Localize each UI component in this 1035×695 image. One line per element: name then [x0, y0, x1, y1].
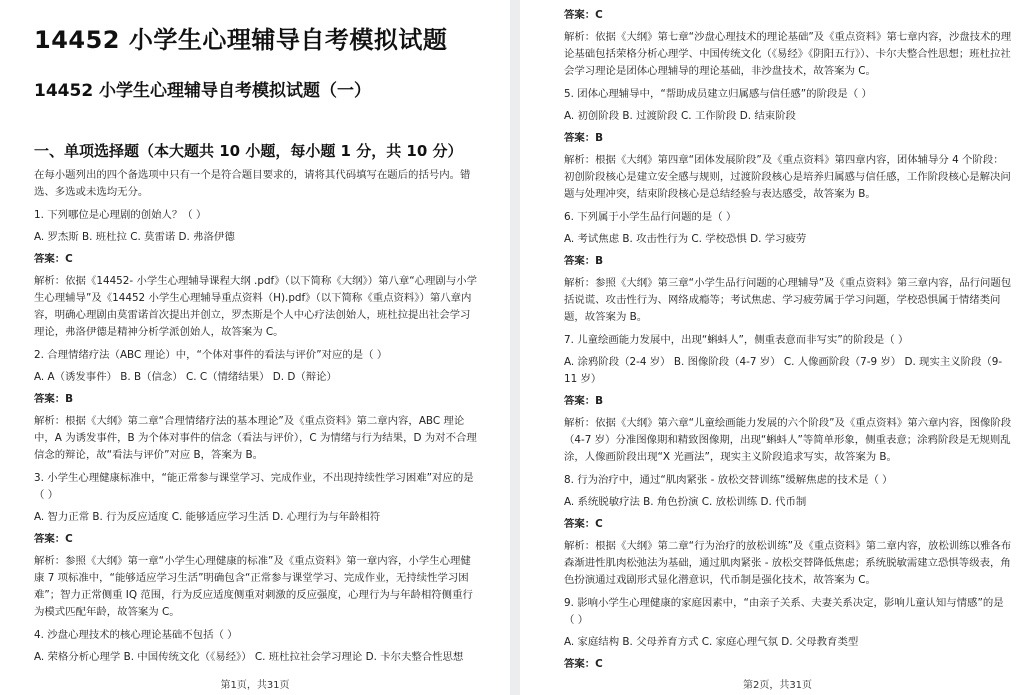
- explanation-text: 解析：依据《大纲》第六章“儿童绘画能力发展的六个阶段”及《重点资料》第六章内容，图像阶段（4-7 岁）分准图像期和精致图像期，出现“蝌蚪人”等简单形象，侧重表意；涂鸦阶段是无规则乱涂，人像画阶段出现“X 光画法”，现实主义阶段追求写实，故答案为 B。: [564, 417, 1012, 463]
- answer-line: 答案：B: [564, 255, 604, 267]
- page-2-content: [564, 7, 1013, 678]
- page-footer: 第1页，共31页: [220, 680, 290, 691]
- question-options: A. 家庭结构 B. 父母养育方式 C. 家庭心理气氛 D. 父母教育类型: [564, 636, 859, 648]
- explanation-text: 解析：参照《大纲》第一章“小学生心理健康的标准”及《重点资料》第一章内容，小学生心理健康 7 项标准中，“能够适应学习生活”明确包含“正常参与课堂学习、完成作业，无持续性学习困难”；智力正常侧重 IQ 范围，行为反应适度侧重对刺激的反应强度，心理行为与年龄相符侧重行为模式匹配年龄，故答案为 C。: [34, 555, 473, 618]
- question-options: A. 荣格分析心理学 B. 中国传统文化（《易经》） C. 班杜拉社会学习理论 D. 卡尔夫整合性思想: [34, 651, 464, 663]
- document-page-1: [0, 0, 510, 695]
- explanation-text: 解析：依据《大纲》第七章“沙盘心理技术的理论基础”及《重点资料》第七章内容，沙盘技术的理论基础包括荣格分析心理学、中国传统文化（《易经》《阴阳五行》）、卡尔夫整合性思想；班杜拉社会学习理论是团体心理辅导的理论基础，非沙盘技术，故答案为 C。: [564, 31, 1012, 77]
- document-page-2: [520, 0, 1035, 695]
- question-text: 4. 沙盘心理技术的核心理论基础不包括（ ）: [34, 629, 238, 641]
- explanation-text: 解析：参照《大纲》第三章“小学生品行问题的心理辅导”及《重点资料》第三章内容，品行问题包括说谎、攻击性行为、网络成瘾等；考试焦虑、学习疲劳属于学习问题，学校恐惧属于情绪类问题，故答案为 B。: [564, 277, 1012, 323]
- question-text: 2. 合理情绪疗法（ABC 理论）中，“个体对事件的看法与评价”对应的是（ ）: [34, 349, 388, 361]
- page-1-content: [34, 167, 480, 671]
- question-text: 1. 下列哪位是心理剧的创始人？（ ）: [34, 209, 207, 221]
- exam-subtitle: 14452 小学生心理辅导自考模拟试题（一）: [34, 81, 372, 101]
- question-options: A. 初创阶段 B. 过渡阶段 C. 工作阶段 D. 结束阶段: [564, 110, 796, 122]
- question-text: 9. 影响小学生心理健康的家庭因素中，“由亲子关系、夫妻关系决定，影响儿童认知与情感”的是（ ）: [564, 597, 1004, 626]
- answer-line: 答案：C: [34, 533, 73, 545]
- question-list: [564, 7, 1013, 673]
- question-options: A. 考试焦虑 B. 攻击性行为 C. 学校恐惧 D. 学习疲劳: [564, 233, 807, 245]
- section-heading: 一、单项选择题（本大题共 10 小题，每小题 1 分，共 10 分）: [34, 142, 463, 160]
- answer-line: 答案：B: [564, 395, 604, 407]
- question-text: 7. 儿童绘画能力发展中，出现“蝌蚪人”，侧重表意而非写实”的阶段是（ ）: [564, 334, 909, 346]
- question-list: [34, 207, 480, 666]
- question-text: 5. 团体心理辅导中，“帮助成员建立归属感与信任感”的阶段是（ ）: [564, 88, 872, 100]
- answer-line: 答案：B: [34, 393, 74, 405]
- explanation-text: 解析：根据《大纲》第二章“合理情绪疗法的基本理论”及《重点资料》第二章内容，ABC 理论中，A 为诱发事件，B 为个体对事件的信念（看法与评价），C 为情绪与行为结果，D 为对不合理信念的辩论，故“看法与评价”对应 B，答案为 B。: [34, 415, 477, 461]
- instructions: 在每小题列出的四个备选项中只有一个是符合题目要求的，请将其代码填写在题后的括号内。错选、多选或未选均无分。: [34, 169, 471, 198]
- answer-line: 答案：C: [564, 9, 603, 21]
- question-options: A. 涂鸦阶段（2-4 岁） B. 图像阶段（4-7 岁） C. 人像画阶段（7-9 岁） D. 现实主义阶段（9-11 岁）: [564, 356, 1003, 385]
- page-footer: 第2页，共31页: [742, 680, 813, 691]
- question-text: 6. 下列属于小学生品行问题的是（ ）: [564, 211, 737, 223]
- question-text: 8. 行为治疗中，通过“肌肉紧张 - 放松交替训练”缓解焦虑的技术是（ ）: [564, 474, 893, 486]
- explanation-text: 解析：根据《大纲》第二章“行为治疗的放松训练”及《重点资料》第二章内容，放松训练以雅各布森渐进性肌肉松弛法为基础，通过肌肉紧张 - 放松交替降低焦虑；系统脱敏需建立恐惧等级表，角色扮演通过戏剧形式显化潜意识，代币制是强化技术，故答案为 C。: [564, 540, 1012, 586]
- document-title: 14452 小学生心理辅导自考模拟试题: [34, 26, 448, 54]
- question-options: A. 智力正常 B. 行为反应适度 C. 能够适应学习生活 D. 心理行为与年龄相符: [34, 511, 381, 523]
- question-options: A. 系统脱敏疗法 B. 角色扮演 C. 放松训练 D. 代币制: [564, 496, 807, 508]
- answer-line: 答案：C: [564, 518, 603, 530]
- explanation-text: 解析：根据《大纲》第四章“团体发展阶段”及《重点资料》第四章内容，团体辅导分 4 个阶段：初创阶段核心是建立安全感与规则，过渡阶段核心是培养归属感与信任感，工作阶段核心是解决问题与处理冲突，结束阶段核心是总结经验与表达感受，故答案为 B。: [564, 154, 1011, 200]
- answer-line: 答案：B: [564, 132, 604, 144]
- answer-line: 答案：C: [564, 658, 603, 670]
- question-options: A. A（诱发事件） B. B（信念） C. C（情绪结果） D. D（辩论）: [34, 371, 337, 383]
- question-text: 3. 小学生心理健康标准中，“能正常参与课堂学习、完成作业，不出现持续性学习困难”对应的是（ ）: [34, 472, 474, 501]
- explanation-text: 解析：依据《14452- 小学生心理辅导课程大纲 .pdf》（以下简称《大纲》）第八章“心理剧与小学生心理辅导”及《14452 小学生心理辅导重点资料（H).pdf》（以下简称《重点资料》）第八章内容，明确心理剧由莫雷诺首次提出并创立，罗杰斯是个人中心疗法创始人，班杜拉提出社会学习理论，弗洛伊德是精神分析学派创始人，故答案为 C。: [34, 275, 477, 338]
- answer-line: 答案：C: [34, 253, 73, 265]
- question-options: A. 罗杰斯 B. 班杜拉 C. 莫雷诺 D. 弗洛伊德: [34, 231, 235, 243]
